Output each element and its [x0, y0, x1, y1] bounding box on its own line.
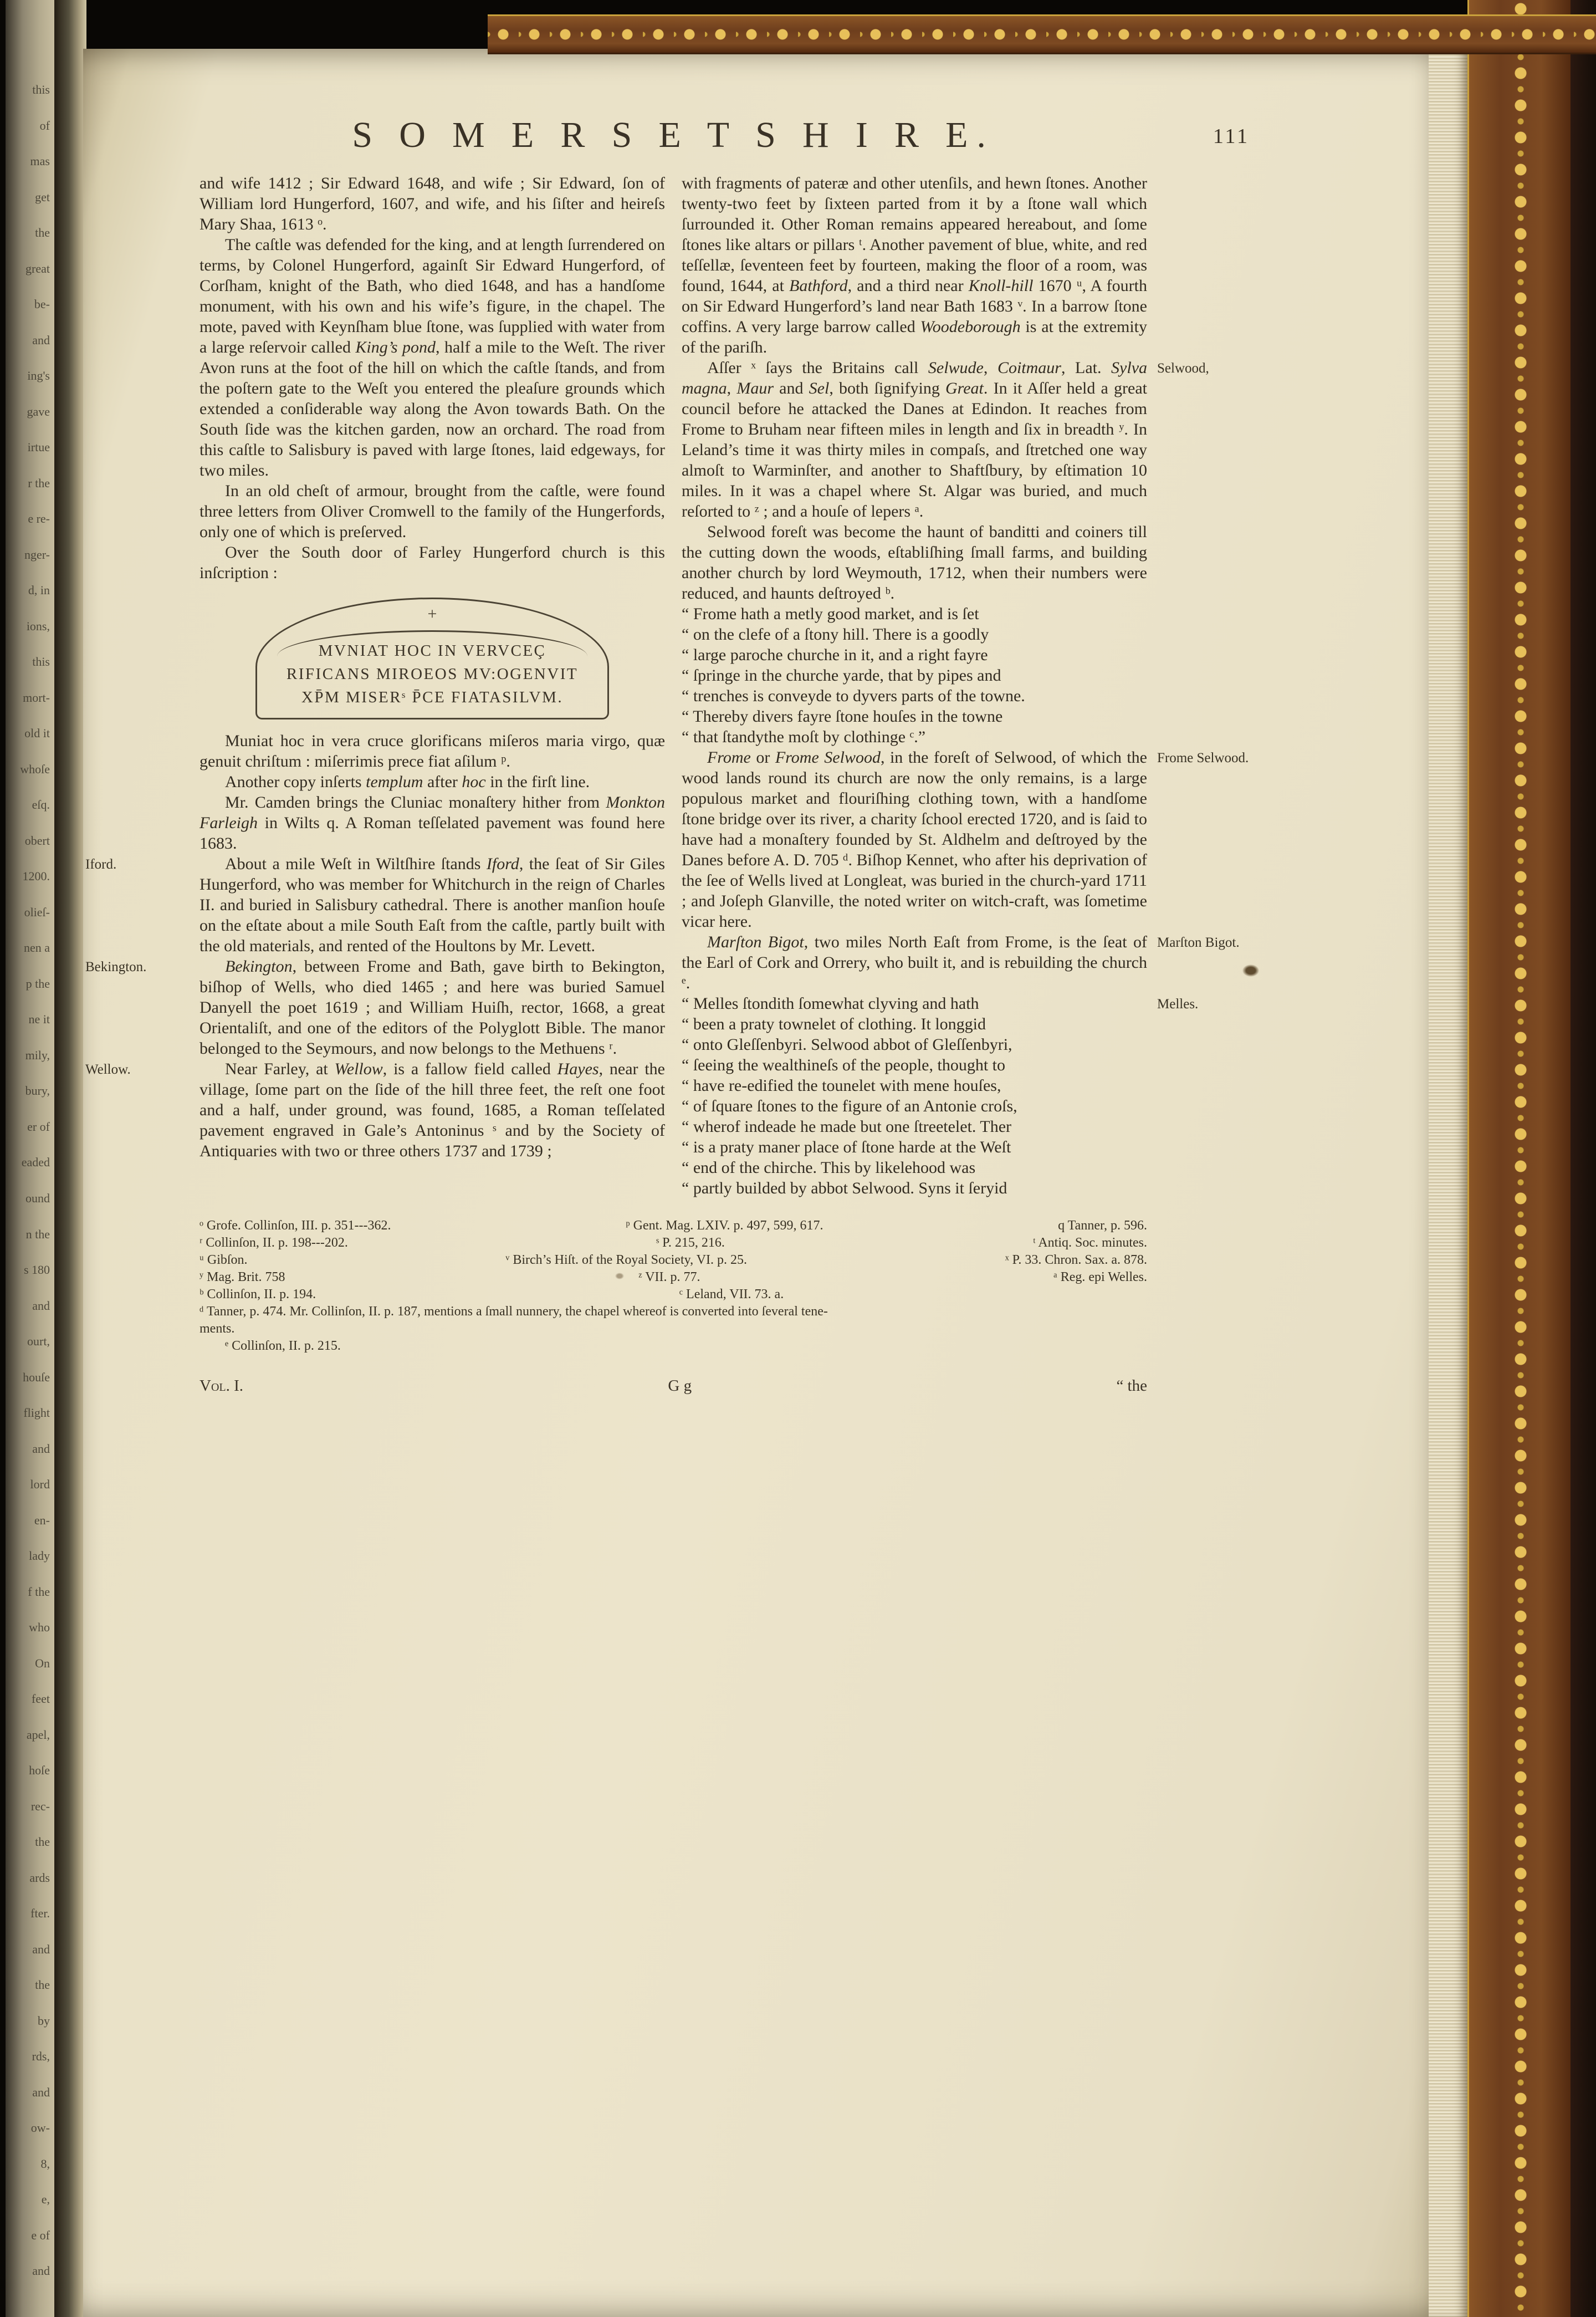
paragraph: In an old cheſt of armour, brought from the caſtle, were found three letters from Oliver Cromwell to the family of the Hungerfords, only one of which is preſerved.: [200, 482, 665, 541]
margin-note-melles: Melles.: [1157, 997, 1199, 1012]
quote-line: “ have re-edified the tounelet with mene houſes,: [682, 1076, 1001, 1095]
edge-fragment: get: [35, 190, 50, 204]
quote-line: “ of ſquare ſtones to the figure of an Antonie croſs,: [682, 1097, 1017, 1115]
edge-fragment: eſq.: [32, 798, 50, 812]
footnote: ᵉ Collinſon, II. p. 215.: [225, 1339, 341, 1353]
edge-fragment: and: [32, 2085, 50, 2099]
footnote: ments.: [200, 1321, 235, 1336]
footnote: q Tanner, p. 596.: [1058, 1218, 1147, 1233]
footnote: ᶻ VII. p. 77.: [638, 1270, 700, 1284]
footer-line: [200, 1377, 1147, 1395]
signature-mark: G g: [668, 1377, 692, 1395]
page-header: [200, 114, 1250, 163]
footnote: ᵛ Birch’s Hiſt. of the Royal Society, VI. p. 25.: [505, 1253, 747, 1267]
quote-line: “ Thereby divers fayre ſtone houſes in the towne: [682, 707, 1003, 726]
gilt-fore-edge: [1467, 0, 1574, 2317]
edge-fragment: nger-: [24, 548, 50, 562]
paragraph: Bekington, between Frome and Bath, gave birth to Bekington, biſhop of Wells, who died 1465 ; and here was buried Samuel Danyell the poet 1619 ; and William Huiſh, rector, 1668, a great Orientaliſt, and one of the editors of the Polyglott Bible. The manor belonged to the Seymours, and now belongs to the Methuens ʳ.: [200, 957, 665, 1058]
footnote-row: [200, 1286, 1147, 1303]
edge-fragment: ing's: [27, 369, 50, 383]
footnote: ᵇ Collinſon, II. p. 194.: [200, 1287, 316, 1302]
footnote: ʳ Collinſon, II. p. 198---202.: [200, 1236, 348, 1250]
edge-fragment: be-: [34, 298, 50, 312]
edge-fragment: fter.: [30, 1907, 50, 1921]
edge-fragment: who: [29, 1621, 50, 1635]
inscription-line: RIFICANS MIROEOS MV:OGENVIT: [286, 665, 579, 683]
quote-line: “ on the clefe of a ſtony hill. There is a goodly: [682, 625, 989, 644]
edge-fragment: obert: [24, 834, 50, 848]
margin-note-frome-selwood: Frome Selwood.: [1157, 751, 1249, 765]
edge-fragment: ne it: [28, 1013, 50, 1027]
edge-fragment: and: [32, 333, 50, 347]
paragraph: Near Farley, at Wellow, is a fallow field called Hayes, near the village, ſome part on the ſide of the hill three feet, the reſt one foot and a half, under ground, was found, 1685, a Roman teſſelated pavement engraved in Gale’s Antoninus ˢ and by the Society of Antiquaries with two or three others 1737 and 1739 ;: [200, 1060, 665, 1160]
edge-fragment: hoſe: [29, 1764, 50, 1778]
page-header-title: S O M E R S E T S H I R E.: [352, 115, 995, 155]
quote-line: “ end of the chirche. This by likelehood was: [682, 1158, 976, 1177]
footnote: ᶜ Leland, VII. 73. a.: [679, 1287, 784, 1302]
paragraph: Mr. Camden brings the Cluniac monaſtery hither from Monkton Farleigh in Wilts q. A Roman teſſelated pavement was found here 1683.: [200, 793, 665, 853]
footnote: ʸ Mag. Brit. 758: [200, 1270, 285, 1284]
right-column: [682, 173, 1249, 1198]
paragraph-with-note: [682, 932, 1240, 993]
edge-fragment: bury,: [25, 1084, 50, 1098]
leland-quote-frome: [682, 604, 1147, 747]
margin-note-iford: Iford.: [85, 857, 117, 872]
paragraph: The caſtle was defended for the king, and at length ſurrendered on terms, by Colonel Hungerford, againſt Sir Edward Hungerford, of Corſham, knight of the Bath, who died 1648, and has a handſome monument, with his own and his wife’s figure, in the chapel. The mote, paved with Keynſham blue ſtone, was ſupplied with water from a large reſervoir called King’s pond, half a mile to the Weſt. The river Avon runs at the foot of the hill on which the caſtle ſtands, and from the poſtern gate to the Weſt you entered the pleaſure grounds which extended a conſiderable way along the Avon towards Bath. On the South ſide was the kitchen garden, now an orchard. The road from this caſtle to Salisbury is paved with large ſtones, laid edgeways, for two miles.: [200, 236, 665, 479]
paragraph: About a mile Weſt in Wiltſhire ſtands Iford, the ſeat of Sir Giles Hungerford, who was member for Whitchurch in the reign of Charles II. and buried in Salisbury cathedral. There is another manſion houſe on the eſtate about a mile South Eaſt from the caſtle, partly built with the old materials, and rented of the Houltons by Mr. Levett.: [200, 855, 665, 955]
paragraph-with-note: [85, 1059, 665, 1161]
paragraph: with fragments of pateræ and other utenſils, and hewn ſtones. Another twenty-two feet by ſixteen parted from it by a ſtone wall which ſurrounded it. Other Roman remains appeared hereabout, and ſome ſtones like altars or pillars ᵗ. Another pavement of blue, white, and red teſſellæ, ſeventeen feet by fourteen, making the floor of a room, was found, 1644, at Bathford, and a third near Knoll-hill 1670 ᵘ, A fourth on Sir Edward Hungerford’s land near Bath 1683 ᵛ. In a barrow ſtone coffins. A very large barrow called Woodeborough is at the extremity of the pariſh.: [682, 174, 1147, 356]
book-page: [83, 49, 1429, 2317]
edge-fragment: lord: [30, 1478, 50, 1492]
edge-fragment: e of: [31, 2228, 50, 2242]
quote-line: “ been a praty townelet of clothing. It longgid: [682, 1015, 986, 1033]
left-column: [85, 173, 665, 1198]
paragraph: Muniat hoc in vera cruce glorificans miſeros maria virgo, quæ genuit chriſtum : miſerrimis prece fiat aſilum ᵖ.: [200, 732, 665, 770]
edge-fragment: lady: [29, 1549, 50, 1563]
foxing-spot: [1242, 964, 1259, 977]
edge-fragment: ourt,: [27, 1335, 50, 1349]
edge-fragment: old it: [24, 727, 50, 741]
footnote: ˣ P. 33. Chron. Sax. a. 878.: [1005, 1253, 1147, 1267]
inscription-arch: [255, 598, 609, 719]
paragraph-with-note: [682, 747, 1249, 932]
edge-fragment: great: [25, 262, 50, 275]
edge-fragment: rds,: [32, 2050, 50, 2064]
quote-line: “ trenches is conveyde to dyvers parts of the towne.: [682, 687, 1025, 705]
edge-fragment: by: [38, 2014, 50, 2028]
edge-fragment: gave: [27, 405, 50, 419]
quote-line: “ ſpringe in the churche yarde, that by pipes and: [682, 666, 1001, 685]
quote-line: “ wherof indeade he made but one ſtreetelet. Ther: [682, 1117, 1012, 1136]
footnote: ᵈ Tanner, p. 474. Mr. Collinſon, II. p. 187, mentions a ſmall nunnery, the chapel whereof is converted into ſeveral tene-: [200, 1304, 828, 1319]
quote-with-note: [682, 993, 1199, 1198]
quote-line: “ partly builded by abbot Selwood. Syns it ſeryid: [682, 1179, 1007, 1197]
margin-note-marston-bigot: Marſton Bigot.: [1157, 935, 1240, 950]
edge-fragment: olieſ-: [24, 905, 50, 919]
quote-line: “ large paroche churche in it, and a right fayre: [682, 646, 988, 664]
edge-fragment: en-: [34, 1513, 50, 1527]
edge-fragment: On: [35, 1656, 50, 1670]
top-gilt-band: [488, 14, 1596, 54]
edge-fragment: the: [35, 1835, 50, 1849]
quote-line: “ Melles ſtondith ſomewhat clyving and hath: [682, 994, 979, 1013]
footer-volume: Vol. I.: [200, 1377, 244, 1395]
edge-fragment: p the: [25, 977, 50, 991]
footnote: ᵗ Antiq. Soc. minutes.: [1033, 1236, 1147, 1250]
edge-fragment: ound: [25, 1191, 50, 1205]
edge-fragment: feet: [32, 1692, 50, 1706]
catchword: “ the: [1116, 1377, 1147, 1395]
edge-fragment: eaded: [21, 1156, 50, 1170]
paragraph: Selwood foreſt was become the haunt of banditti and coiners till the cutting down the woods, eſtabliſhing ſmall farms, and building another church by lord Weymouth, 1712, when their numbers were reduced, and haunts deſtroyed ᵇ.: [682, 523, 1147, 603]
inscription-line: XP̄M MISERˢ P̄CE FIATASILVM.: [301, 688, 564, 706]
inscription-cross-icon: +: [427, 605, 437, 623]
edge-fragment: houſe: [23, 1370, 50, 1384]
edge-fragment: e re-: [28, 512, 50, 526]
paragraph: Over the South door of Farley Hungerford church is this inſcription :: [200, 543, 665, 582]
edge-fragment: 8,: [40, 2157, 50, 2171]
footnotes-block: [200, 1217, 1147, 1355]
inscription-arc: [277, 630, 587, 656]
page-number: 111: [1213, 125, 1250, 148]
edge-fragment: apel,: [26, 1728, 50, 1742]
paragraph-with-note: [682, 358, 1209, 522]
footnote-row: [200, 1252, 1147, 1269]
footnote: ᵘ Gibſon.: [200, 1253, 248, 1267]
edge-fragment: mas: [30, 155, 50, 169]
gutter-shadow: [54, 0, 86, 2317]
edge-fragment: and: [32, 1942, 50, 1956]
edge-fragment: ions,: [26, 619, 50, 633]
footnote-row: [200, 1269, 1147, 1286]
edge-fragment: d, in: [28, 584, 50, 598]
edge-fragment: mily,: [25, 1048, 50, 1062]
left-page-edge-fragments: [6, 0, 54, 2317]
edge-fragment: nen a: [23, 941, 50, 955]
edge-fragment: r the: [28, 476, 50, 490]
paragraph: Another copy inſerts templum after hoc in the firſt line.: [225, 773, 590, 791]
edge-fragment: the: [35, 226, 50, 240]
quote-line: “ that ſtandythe moſt by clothinge ᶜ.”: [682, 728, 926, 746]
inscription-line: MVNIAT HOC IN VERVCEÇ: [318, 642, 546, 660]
page-stack-edge: [1429, 33, 1467, 2317]
edge-fragment: s 180: [23, 1263, 50, 1277]
footnote: ˢ P. 215, 216.: [656, 1236, 725, 1250]
edge-fragment: irtue: [27, 441, 50, 455]
edge-fragment: ow-: [30, 2121, 50, 2135]
edge-fragment: whoſe: [20, 762, 50, 776]
footnote: ᵖ Gent. Mag. LXIV. p. 497, 599, 617.: [626, 1218, 823, 1233]
margin-note-selwood: Selwood,: [1157, 361, 1209, 376]
edge-fragment: flight: [23, 1406, 50, 1420]
edge-fragment: n the: [25, 1227, 50, 1241]
edge-fragment: and: [32, 2264, 50, 2278]
quote-line: “ onto Gleſſenbyri. Selwood abbot of Gleſſenbyri,: [682, 1035, 1012, 1054]
edge-fragment: the: [35, 1978, 50, 1992]
edge-fragment: f the: [28, 1585, 50, 1599]
quote-line: “ Frome hath a metly good market, and is ſet: [682, 605, 979, 623]
quote-line: “ ſeeing the wealthineſs of the people, thought to: [682, 1056, 1006, 1074]
text-columns: [85, 173, 1249, 1198]
paragraph-with-note: [85, 956, 665, 1059]
edge-fragment: er of: [27, 1120, 50, 1134]
edge-fragment: mort-: [23, 691, 50, 705]
footnote: ᵒ Grofe. Collinſon, III. p. 351---362.: [200, 1218, 391, 1233]
edge-fragment: and: [32, 1299, 50, 1313]
leather-cover-edge: [1571, 0, 1596, 2317]
paragraph: Frome or Frome Selwood, in the foreſt of Selwood, of which the wood lands round its church are now the only remains, is a large populous market and flouriſhing clothing town, with a handſome ſtone bridge over its river, a charity ſchool erected 1720, and is ſaid to have had a monaſtery founded by St. Aldhelm and deſtroyed by the Danes before A. D. 705 ᵈ. Biſhop Kennet, who after his deprivation of the ſee of Wells lived at Longleat, was buried in the church-yard 1711 ; and Joſeph Glanville, the noted writer on witch-craft, was ſometime vicar here.: [682, 748, 1147, 931]
edge-fragment: rec-: [30, 1799, 50, 1813]
edge-fragment: of: [39, 119, 50, 132]
paragraph: Marſton Bigot, two miles North Eaſt from Frome, is the ſeat of the Earl of Cork and Orrery, who built it, and is rebuilding the church ᵉ.: [682, 933, 1147, 992]
paragraph: Aſſer ˣ ſays the Britains call Selwude, Coitmaur, Lat. Sylva magna, Maur and Sel, both ſignifying Great. In it Aſſer held a great council before he attacked the Danes at Edindon. It reaches from Frome to Bruham near fifteen miles in length and ſix in breadth ʸ. In Leland’s time it was thirty miles in compaſs, and ſtretched one way almoſt to Warminſter, and another to Shaftſbury, by eſtimation 10 miles. In it was a chapel where St. Algar was buried, and much reſorted to ᶻ ; and a houſe of lepers ᵃ.: [682, 359, 1148, 520]
edge-fragment: e,: [41, 2193, 50, 2207]
edge-fragment: and: [32, 1442, 50, 1456]
leland-quote-melles: [682, 993, 1147, 1198]
edge-fragment: this: [32, 83, 50, 96]
footnote-row: [200, 1217, 1147, 1234]
foxing-spot: [615, 1273, 624, 1279]
margin-note-bekington: Bekington.: [85, 960, 147, 974]
paragraph: and wife 1412 ; Sir Edward 1648, and wife ; Sir Edward, ſon of William lord Hungerford, 1607, and wife, and his ſiſter and heireſs Mary Shaa, 1613 ᵒ.: [200, 174, 665, 233]
edge-fragment: 1200.: [22, 870, 50, 884]
margin-note-wellow: Wellow.: [85, 1062, 131, 1077]
edge-fragment: ards: [29, 1871, 50, 1885]
quote-line: “ is a praty maner place of ſtone harde at the Weſt: [682, 1138, 1011, 1156]
edge-fragment: this: [32, 655, 50, 669]
footnote-row: [200, 1234, 1147, 1252]
paragraph-with-note: [85, 854, 665, 956]
footnote: ᵃ Reg. epi Welles.: [1053, 1270, 1147, 1284]
